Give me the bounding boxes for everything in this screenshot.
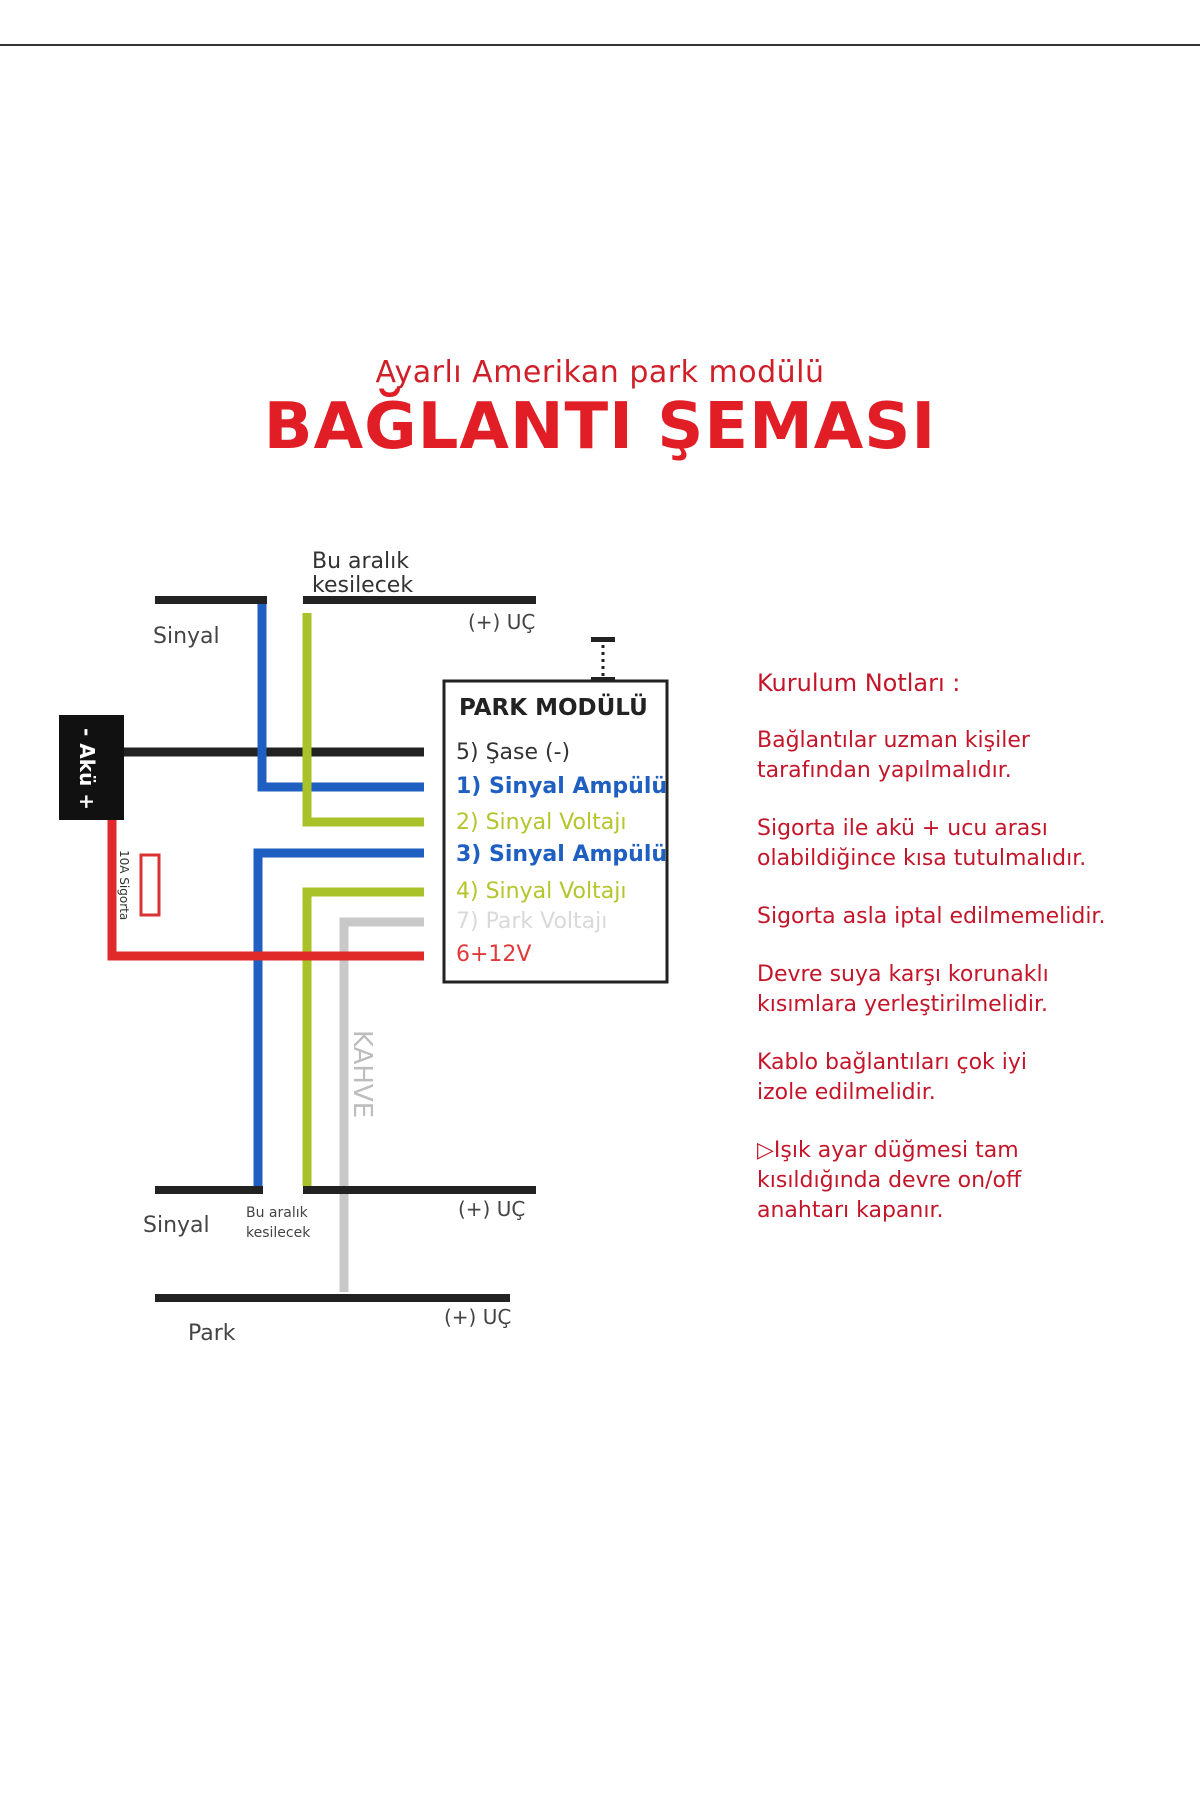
diagram-subtitle: Ayarlı Amerikan park modülü — [375, 355, 825, 390]
fuse-icon — [141, 855, 159, 915]
top-signal-label: Sinyal — [153, 624, 220, 649]
bottom-cut-label-line1: Bu aralık — [246, 1205, 308, 1221]
top-cut-label-line2: kesilecek — [312, 573, 414, 598]
top-tip-label: (+) UÇ — [468, 610, 536, 634]
pin-label-signal-bulb-1: 1) Sinyal Ampülü — [456, 774, 668, 799]
note-item: Bağlantılar uzman kişiler tarafından yapılmalıdır. — [757, 728, 1030, 783]
pin-label-signal-bulb-3: 3) Sinyal Ampülü — [456, 842, 668, 867]
battery-label: - Akü + — [75, 728, 99, 811]
pin-label-park-voltage-7: 7) Park Voltajı — [456, 909, 608, 934]
module-title: PARK MODÜLÜ — [459, 695, 648, 721]
installation-notes — [757, 668, 1177, 1254]
note-item: Sigorta ile akü + ucu arası olabildiğince kısa tutulmalıdır. — [757, 816, 1087, 871]
note-item: Sigorta asla iptal edilmemelidir. — [757, 904, 1106, 929]
blue-wire-1 — [262, 604, 424, 787]
bottom-signal-label: Sinyal — [143, 1213, 210, 1238]
park-label: Park — [188, 1321, 236, 1346]
pin-label-signal-voltage-2: 2) Sinyal Voltajı — [456, 810, 627, 835]
note-item: Devre suya karşı korunaklı kısımlara yerleştirilmelidir. — [757, 962, 1049, 1017]
park-tip-label: (+) UÇ — [444, 1305, 512, 1329]
pin-label-power-12v: 6+12V — [456, 942, 532, 967]
module-cable-stub — [591, 637, 615, 685]
top-cut-label-line1: Bu aralık — [312, 549, 410, 574]
bottom-cut-label-line2: kesilecek — [246, 1225, 311, 1241]
notes-heading: Kurulum Notları : — [757, 669, 961, 697]
brown-wire-label: KAHVE — [347, 1030, 377, 1119]
pin-label-signal-voltage-4: 4) Sinyal Voltajı — [456, 879, 627, 904]
note-item: Kablo bağlantıları çok iyi izole edilmelidir. — [757, 1050, 1028, 1105]
fuse-label: 10A Sigorta — [117, 850, 131, 921]
note-item: ▷Işık ayar düğmesi tam kısıldığında devre on/off anahtarı kapanır. — [757, 1138, 1022, 1223]
pin-label-ground: 5) Şase (-) — [456, 740, 571, 765]
diagram-title: BAĞLANTI ŞEMASI — [263, 390, 937, 464]
bottom-tip-label: (+) UÇ — [458, 1197, 526, 1221]
